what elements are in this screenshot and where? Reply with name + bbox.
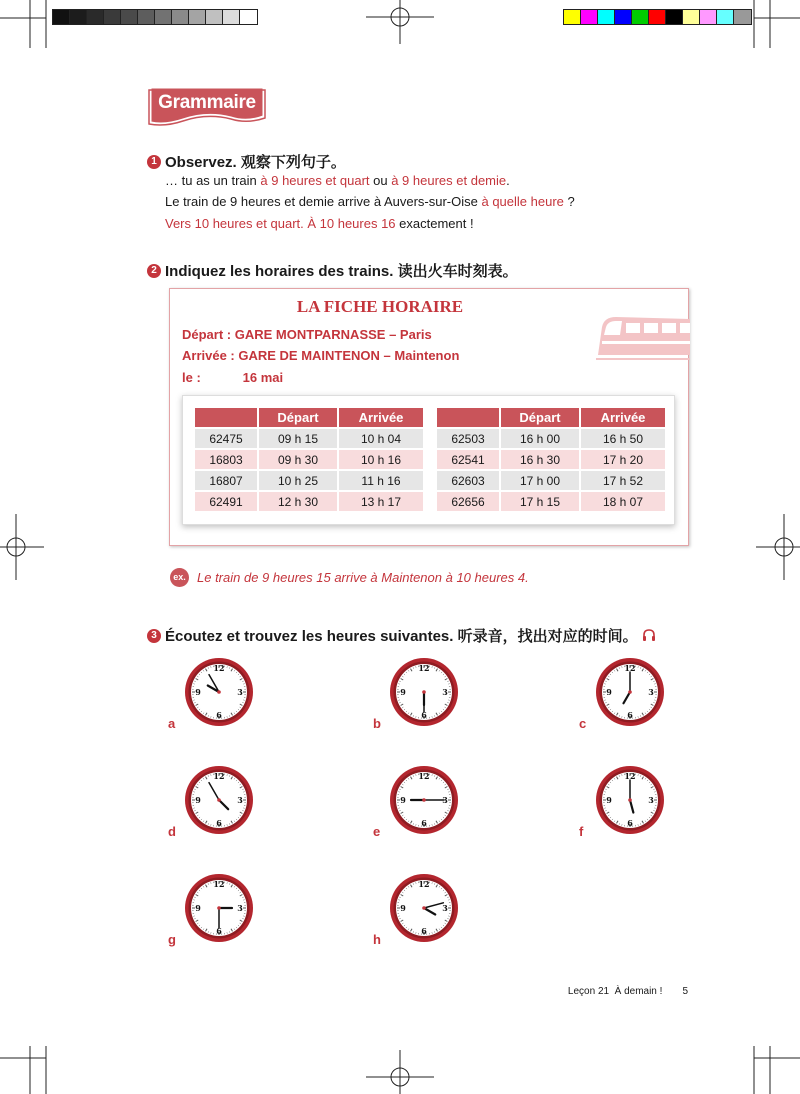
- date-label: le :: [182, 370, 201, 385]
- calibration-swatch: [649, 10, 666, 24]
- arrivee-line: [182, 348, 459, 363]
- arrivee-time-cell: 16 h 50: [581, 429, 665, 448]
- clock-numeral: 12: [213, 771, 225, 781]
- grayscale-calibration-bar: [52, 9, 258, 25]
- train-icon: [592, 311, 692, 361]
- table-row: [195, 450, 423, 469]
- train-number-cell: 62603: [437, 471, 501, 490]
- table-row: [437, 450, 665, 469]
- clock-label-b: b: [373, 716, 381, 731]
- train-number-cell: 62503: [437, 429, 501, 448]
- example-answer: [170, 568, 529, 587]
- clock-numeral: 3: [237, 903, 243, 913]
- calibration-swatch: [700, 10, 717, 24]
- depart-time-cell: 17 h 00: [501, 471, 581, 490]
- header-depart: Départ: [501, 408, 581, 427]
- calibration-swatch: [155, 10, 172, 24]
- timetable-title: LA FICHE HORAIRE: [296, 297, 464, 316]
- clock-numeral: 12: [624, 663, 636, 673]
- color-calibration-bar: [563, 9, 752, 25]
- clock-icon: [594, 656, 666, 728]
- header-blank: [437, 408, 501, 427]
- section-3-heading: Écoutez et trouvez les heures suivantes. 听录音，找出对应的时间。: [165, 628, 638, 645]
- arrivee-time-cell: 10 h 16: [339, 450, 423, 469]
- header-arrivee: Arrivée: [581, 408, 665, 427]
- text-segment: ?: [563, 194, 575, 209]
- calibration-swatch: [138, 10, 155, 24]
- arrivee-time-cell: 10 h 04: [339, 429, 423, 448]
- calibration-swatch: [206, 10, 223, 24]
- text-segment: .: [506, 173, 510, 188]
- calibration-swatch: [87, 10, 104, 24]
- clock-label-a: a: [168, 716, 176, 731]
- lesson-title: Leçon 21 À demain !: [567, 986, 663, 997]
- clock-face-e: [388, 764, 460, 836]
- arrivee-time-cell: 17 h 52: [581, 471, 665, 490]
- clock-numeral: 12: [418, 663, 430, 673]
- calibration-swatch: [70, 10, 87, 24]
- clock-numeral: 9: [400, 687, 406, 697]
- arrivee-time-cell: 13 h 17: [339, 492, 423, 511]
- calibration-swatch: [240, 10, 257, 24]
- clock-label-d: d: [168, 824, 176, 839]
- clock-numeral: 3: [237, 687, 243, 697]
- headphones-icon: [642, 629, 656, 642]
- calibration-swatch: [121, 10, 138, 24]
- clock-face-g: [183, 872, 255, 944]
- arrivee-time-cell: 11 h 16: [339, 471, 423, 490]
- train-number-cell: 62541: [437, 450, 501, 469]
- clock-label-e: e: [373, 824, 381, 839]
- clock-numeral: 12: [213, 879, 225, 889]
- clock-numeral: 9: [195, 903, 201, 913]
- arrivee-label: Arrivée :: [182, 348, 235, 363]
- clock-numeral: 3: [237, 795, 243, 805]
- header-arrivee: Arrivée: [339, 408, 423, 427]
- train-number-cell: 62475: [195, 429, 259, 448]
- calibration-swatch: [172, 10, 189, 24]
- arrivee-value: GARE DE MAINTENON – Maintenon: [238, 348, 460, 363]
- clock-face-b: [388, 656, 460, 728]
- clock-icon: [183, 764, 255, 836]
- calibration-swatch: [717, 10, 734, 24]
- train-number-cell: 62491: [195, 492, 259, 511]
- clock-face-a: [183, 656, 255, 728]
- depart-time-cell: 09 h 30: [259, 450, 339, 469]
- page-footer: [568, 986, 688, 997]
- highlight-segment: à 9 heures et quart: [260, 173, 370, 188]
- clock-numeral: 12: [418, 879, 430, 889]
- highlight-segment: Vers 10 heures et quart. À 10 heures 16: [165, 216, 396, 231]
- text-segment: … tu as un train: [165, 173, 261, 188]
- train-number-cell: 62656: [437, 492, 501, 511]
- calibration-swatch: [598, 10, 615, 24]
- clock-numeral: 3: [442, 687, 448, 697]
- clock-numeral: 6: [421, 926, 427, 936]
- arrivee-time-cell: 17 h 20: [581, 450, 665, 469]
- calibration-swatch: [683, 10, 700, 24]
- clock-numeral: 6: [421, 710, 427, 720]
- section-2-number: 2: [147, 264, 161, 278]
- clock-icon: [388, 872, 460, 944]
- table-row: [437, 429, 665, 448]
- depart-line: [182, 327, 432, 342]
- section-3-title: [147, 625, 656, 646]
- table-row: [195, 471, 423, 490]
- train-number-cell: 16803: [195, 450, 259, 469]
- example-text: Le train de 9 heures 15 arrive à Maintenon à 10 heures 4.: [197, 570, 529, 585]
- clock-numeral: 9: [400, 903, 406, 913]
- calibration-swatch: [615, 10, 632, 24]
- depart-label: Départ :: [182, 327, 232, 342]
- badge-label: Grammaire: [158, 92, 256, 113]
- train-number-cell: 16807: [195, 471, 259, 490]
- text-segment: exactement !: [395, 216, 474, 231]
- clock-icon: [388, 764, 460, 836]
- text-segment: Le train de 9 heures et demie arrive à Auvers-sur-Oise: [165, 194, 482, 209]
- calibration-swatch: [666, 10, 683, 24]
- calibration-swatch: [734, 10, 751, 24]
- text-segment: ou: [369, 173, 392, 188]
- table-row: [437, 492, 665, 511]
- clock-icon: [594, 764, 666, 836]
- clock-numeral: 6: [216, 710, 222, 720]
- depart-value: GARE MONTPARNASSE – Paris: [234, 327, 432, 342]
- arrivee-time-cell: 18 h 07: [581, 492, 665, 511]
- calibration-swatch: [189, 10, 206, 24]
- timetable-panel: [169, 288, 689, 546]
- calibration-swatch: [223, 10, 240, 24]
- timetable-frame: [182, 395, 675, 525]
- table-row: [195, 429, 423, 448]
- example-line-3: [165, 216, 474, 231]
- clock-icon: [183, 656, 255, 728]
- highlight-segment: à quelle heure: [481, 194, 564, 209]
- clock-numeral: 3: [442, 903, 448, 913]
- calibration-swatch: [632, 10, 649, 24]
- clock-label-h: h: [373, 932, 381, 947]
- calibration-swatch: [104, 10, 121, 24]
- clock-numeral: 3: [442, 795, 448, 805]
- example-line-2: [165, 194, 575, 209]
- clock-label-g: g: [168, 932, 176, 947]
- section-1-heading: Observez. 观察下列句子。: [165, 154, 346, 171]
- example-line-1: [165, 173, 510, 188]
- clock-numeral: 12: [624, 771, 636, 781]
- date-line: [182, 370, 283, 385]
- clock-label-c: c: [579, 716, 587, 731]
- clock-icon: [183, 872, 255, 944]
- table-row: [437, 471, 665, 490]
- example-tag: ex.: [170, 568, 189, 587]
- depart-time-cell: 10 h 25: [259, 471, 339, 490]
- clock-numeral: 9: [195, 687, 201, 697]
- section-2-title: [147, 260, 518, 281]
- clock-numeral: 9: [606, 687, 612, 697]
- clock-numeral: 6: [216, 818, 222, 828]
- clock-numeral: 3: [648, 795, 654, 805]
- clock-numeral: 6: [421, 818, 427, 828]
- page-number: 5: [682, 986, 688, 997]
- clock-face-h: [388, 872, 460, 944]
- clock-numeral: 12: [213, 663, 225, 673]
- date-value: 16 mai: [242, 370, 284, 385]
- table-row: [195, 492, 423, 511]
- depart-time-cell: 09 h 15: [259, 429, 339, 448]
- clock-label-f: f: [579, 824, 584, 839]
- depart-time-cell: 12 h 30: [259, 492, 339, 511]
- clock-numeral: 9: [400, 795, 406, 805]
- clock-numeral: 12: [418, 771, 430, 781]
- depart-time-cell: 17 h 15: [501, 492, 581, 511]
- clock-numeral: 6: [627, 818, 633, 828]
- clock-icon: [388, 656, 460, 728]
- section-1-number: 1: [147, 155, 161, 169]
- highlight-segment: à 9 heures et demie: [391, 173, 507, 188]
- section-1-title: [147, 151, 346, 172]
- header-depart: Départ: [259, 408, 339, 427]
- clock-numeral: 9: [195, 795, 201, 805]
- calibration-swatch: [581, 10, 598, 24]
- calibration-swatch: [564, 10, 581, 24]
- depart-time-cell: 16 h 00: [501, 429, 581, 448]
- timetable-right: [437, 406, 665, 513]
- clock-numeral: 6: [216, 926, 222, 936]
- section-2-heading: Indiquez les horaires des trains. 读出火车时刻表。: [165, 263, 518, 280]
- timetable-left: [195, 406, 423, 513]
- clock-numeral: 3: [648, 687, 654, 697]
- clock-numeral: 6: [627, 710, 633, 720]
- grammaire-badge: [147, 86, 267, 130]
- clock-face-d: [183, 764, 255, 836]
- clock-numeral: 9: [606, 795, 612, 805]
- clock-face-c: [594, 656, 666, 728]
- depart-time-cell: 16 h 30: [501, 450, 581, 469]
- section-3-number: 3: [147, 629, 161, 643]
- calibration-swatch: [53, 10, 70, 24]
- clock-face-f: [594, 764, 666, 836]
- header-blank: [195, 408, 259, 427]
